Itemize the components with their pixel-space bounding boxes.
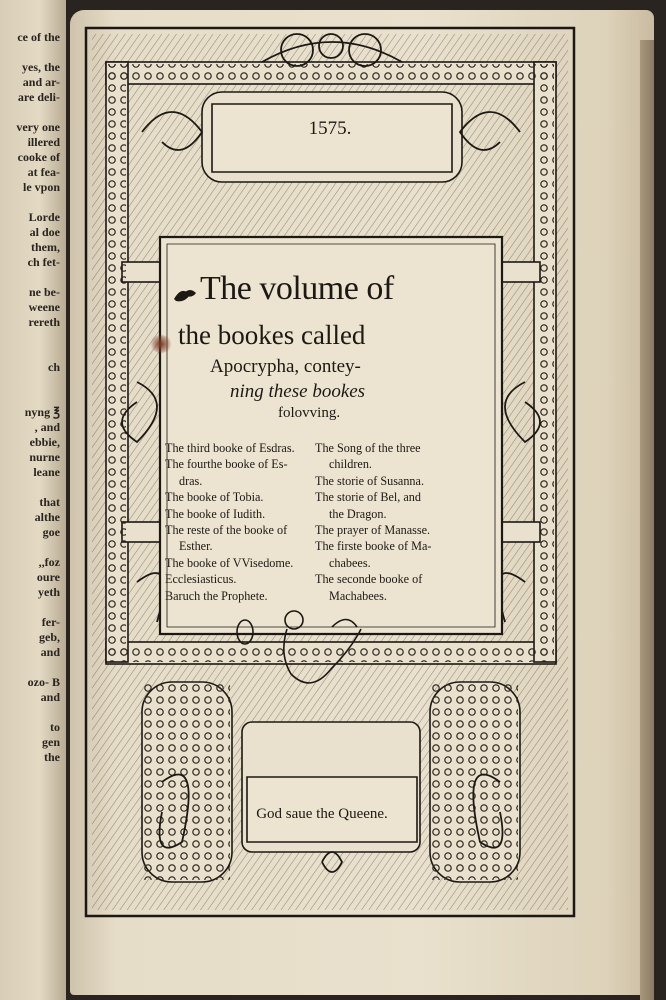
left-page-line: yeth <box>38 585 60 599</box>
book-list-item: dras. <box>179 473 203 488</box>
left-page-line: at fea- <box>27 165 60 179</box>
left-page-line: le vpon <box>22 180 60 194</box>
book-list-item: The prayer of Manasse. <box>315 523 431 538</box>
book-list-item: The storie of Bel, and <box>315 490 421 505</box>
left-page-line: ozo- B <box>27 675 60 689</box>
left-page-line: and <box>40 690 60 704</box>
facing-left-page <box>0 0 66 1000</box>
left-page-line: them, <box>31 240 60 254</box>
left-page-line: al doe <box>29 225 60 239</box>
left-page-line: ebbie, <box>29 435 60 449</box>
left-page-line <box>0 480 60 495</box>
title-line-5: folovving. <box>278 405 341 421</box>
book-list-item: The booke of Iudith. <box>165 506 266 521</box>
book-list-item: The Song of the three <box>315 441 421 455</box>
book-list-item: children. <box>329 457 372 472</box>
left-page-line: leane <box>33 465 60 479</box>
left-page-line <box>0 105 60 120</box>
left-page-line: illered <box>27 135 60 149</box>
left-page-line <box>0 330 60 345</box>
title-line-3: Apocrypha, contey- <box>210 356 361 377</box>
books-list-left <box>165 440 315 604</box>
left-page-line <box>0 705 60 720</box>
left-page-line: nurne <box>29 450 60 464</box>
left-page-line: Lorde <box>28 210 60 224</box>
left-page-line <box>0 540 60 555</box>
left-page-line: rereth <box>28 315 60 329</box>
book-list-item: The booke of Tobia. <box>165 490 264 505</box>
left-page-line: fer- <box>41 615 60 629</box>
left-page-line <box>0 45 60 60</box>
left-page-line <box>0 375 60 390</box>
left-page-line: oure <box>36 570 60 584</box>
book-list-item: the Dragon. <box>329 506 387 521</box>
book-list-item: The firste booke of Ma- <box>315 539 432 554</box>
left-page-line <box>0 600 60 615</box>
book-list-item: Ecclesiasticus. <box>165 572 237 587</box>
fleuron-icon <box>170 285 200 305</box>
book-list-item: chabees. <box>329 555 371 570</box>
left-page-line: and <box>40 645 60 659</box>
book-list-item: The storie of Susanna. <box>315 473 424 488</box>
book-list-item: Baruch the Prophete. <box>165 588 268 603</box>
book-list-item: The booke of VVisedome. <box>165 555 294 570</box>
left-page-text <box>0 30 60 765</box>
left-page-line: cooke of <box>17 150 60 164</box>
book-list-item: The seconde booke of <box>315 572 423 587</box>
left-page-line: very one <box>16 120 60 134</box>
left-page-line: that <box>39 495 60 509</box>
left-page-line <box>0 390 60 405</box>
books-list-right <box>315 440 445 604</box>
left-page-line: to <box>50 720 60 734</box>
book-list-item: The fourthe booke of Es- <box>165 457 288 472</box>
left-page-line: gen <box>42 735 60 749</box>
left-page-line <box>0 660 60 675</box>
left-page-line: ch fet- <box>27 255 60 269</box>
left-page-line: are deli- <box>17 90 60 104</box>
left-page-line: ch <box>48 360 60 374</box>
page-edge <box>640 40 654 1000</box>
left-page-line: the <box>44 750 60 764</box>
ink-stain <box>150 335 172 353</box>
left-page-line: yes, the <box>22 60 60 74</box>
left-page-line <box>0 195 60 210</box>
title-line-2: the bookes called <box>178 320 366 350</box>
left-page-line: nyng ℥ <box>24 405 60 419</box>
left-page-line <box>0 270 60 285</box>
book-list-item: The third booke of Esdras. <box>165 441 295 455</box>
left-page-line: geb, <box>39 630 60 644</box>
book-list-item: Machabees. <box>329 588 387 603</box>
left-page-line: and ar- <box>22 75 60 89</box>
left-page-line <box>0 345 60 360</box>
left-page-line: goe <box>42 525 60 539</box>
title-line-1: The volume of <box>200 270 394 307</box>
left-page-line: ce of the <box>17 30 60 44</box>
left-page-line: althe <box>34 510 60 524</box>
title-line-4: ning these bookes <box>230 381 366 402</box>
left-page-line: ,,foz <box>38 555 60 569</box>
left-page-line: , and <box>34 420 60 434</box>
page-year: 1575. <box>308 118 352 139</box>
book-list-item: The reste of the booke of <box>165 523 288 538</box>
left-page-line: weene <box>28 300 60 314</box>
book-list-item: Esther. <box>179 539 213 554</box>
motto: God saue the Queene. <box>256 806 388 822</box>
left-page-line: ne be- <box>29 285 60 299</box>
